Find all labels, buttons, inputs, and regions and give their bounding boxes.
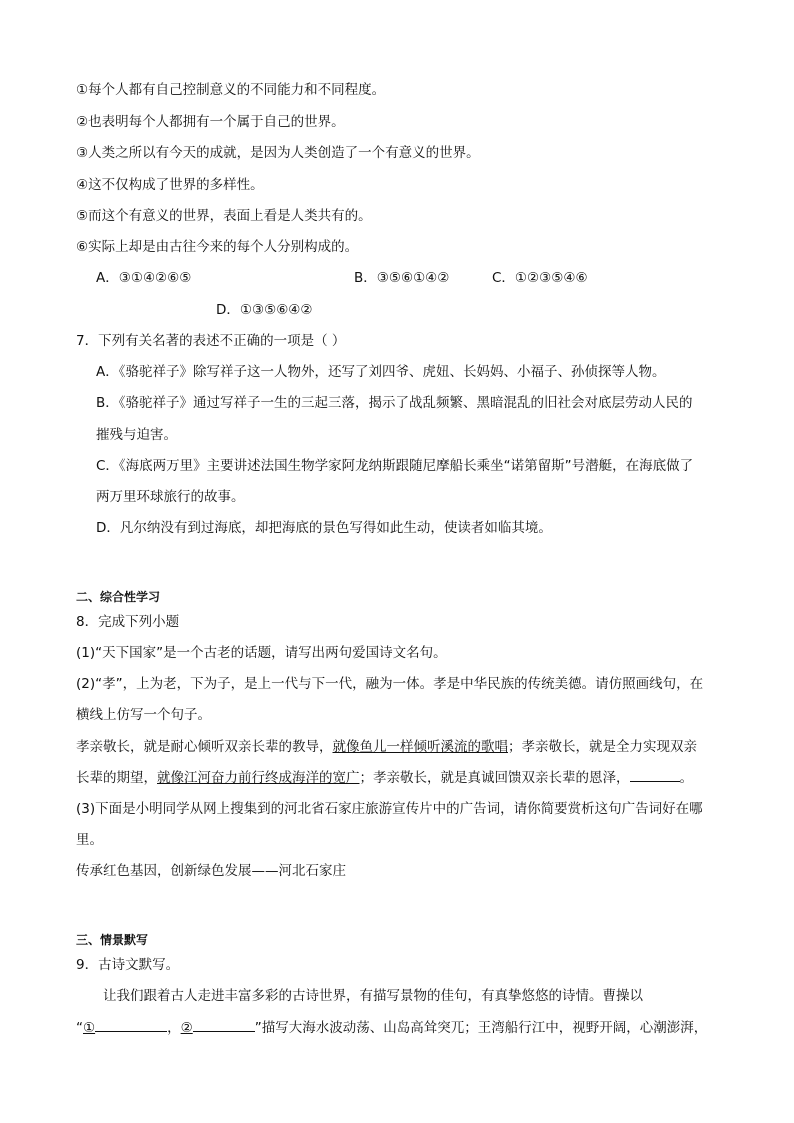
q7-option-c-line1: C．《海底两万里》主要讲述法国生物学家阿龙纳斯跟随尼摩船长乘坐“诺第留斯”号潜艇，在海底做了 bbox=[96, 458, 694, 474]
q7-option-a: A．《骆驼祥子》除写祥子这一人物外，还写了刘四爷、虎妞、长妈妈、小福子、孙侦探等人物。 bbox=[96, 364, 666, 380]
q9-paragraph-line2 bbox=[76, 1018, 707, 1038]
q9-stem: 9．古诗文默写。 bbox=[76, 957, 180, 973]
blank-marker-1: ① bbox=[83, 1020, 96, 1036]
underlined-example: 就像鱼儿一样倾听溪流的歌唱 bbox=[332, 739, 508, 755]
q6-sentence-2: ②也表明每个人都拥有一个属于自己的世界。 bbox=[76, 114, 345, 130]
slogan: 传承红色基因，创新绿色发展——河北石家庄 bbox=[76, 863, 346, 879]
example-text: ；孝亲敬长，就是真诚回馈双亲长辈的恩泽， bbox=[359, 770, 630, 786]
q7-option-b-line2: 摧残与迫害。 bbox=[96, 427, 177, 443]
q6-option-b: B．③⑤⑥①④② bbox=[354, 270, 450, 286]
q8-part-3-line2: 里。 bbox=[76, 832, 103, 848]
q7-stem: 7．下列有关名著的表述不正确的一项是（ ） bbox=[76, 333, 346, 349]
q6-option-c: C．①②③⑤④⑥ bbox=[492, 270, 588, 286]
line-text: ”描写大海水波动荡、山岛高耸突兀；王湾船行江中，视野开阔，心潮澎湃， bbox=[254, 1020, 708, 1036]
example-text: ；孝亲敬长，就是全力实现双亲 bbox=[508, 739, 697, 755]
q6-sentence-6: ⑥实际上却是由古往今来的每个人分别构成的。 bbox=[76, 239, 359, 255]
comma: ， bbox=[167, 1020, 181, 1036]
example-text: 长辈的期望， bbox=[76, 770, 157, 786]
answer-blank-2[interactable] bbox=[193, 1018, 255, 1032]
q8-example-line1 bbox=[76, 737, 697, 757]
quote-mark: “ bbox=[76, 1020, 83, 1036]
answer-blank[interactable] bbox=[630, 768, 680, 782]
q8-part-1: (1)“天下国家”是一个古老的话题，请写出两句爱国诗文名句。 bbox=[76, 645, 447, 661]
answer-blank-1[interactable] bbox=[95, 1018, 167, 1032]
section-3-heading: 三、情景默写 bbox=[76, 933, 149, 947]
blank-marker-2: ② bbox=[180, 1020, 193, 1036]
q8-part-3-line1: (3)下面是小明同学从网上搜集到的河北省石家庄旅游宣传片中的广告词，请你简要赏析这句广告词好在哪 bbox=[76, 801, 703, 817]
q7-option-c-line2: 两万里环球旅行的故事。 bbox=[96, 489, 245, 505]
q6-option-a: A．③①④②⑥⑤ bbox=[96, 270, 192, 286]
q6-sentence-1: ①每个人都有自己控制意义的不同能力和不同程度。 bbox=[76, 82, 386, 98]
q8-example-line2 bbox=[76, 768, 693, 788]
q8-stem: 8．完成下列小题 bbox=[76, 614, 180, 630]
q9-paragraph-line1: 让我们跟着古人走进丰富多彩的古诗世界，有描写景物的佳句，有真挚悠悠的诗情。曹操以 bbox=[103, 988, 643, 1004]
example-text: 。 bbox=[679, 770, 693, 786]
q7-option-d: D．凡尔纳没有到过海底，却把海底的景色写得如此生动，使读者如临其境。 bbox=[96, 520, 552, 536]
q8-part-2-line2: 横线上仿写一个句子。 bbox=[76, 707, 211, 723]
q6-option-d: D．①③⑤⑥④② bbox=[216, 302, 313, 318]
example-text: 孝亲敬长，就是耐心倾听双亲长辈的教导， bbox=[76, 739, 333, 755]
q8-part-2-line1: (2)“孝”，上为老，下为子，是上一代与下一代，融为一体。孝是中华民族的传统美德。请仿照画线句，在 bbox=[76, 676, 704, 692]
q7-option-b-line1: B．《骆驼祥子》通过写祥子一生的三起三落，揭示了战乱频繁、黑暗混乱的旧社会对底层劳动人民的 bbox=[96, 395, 693, 411]
section-2-heading: 二、综合性学习 bbox=[76, 590, 161, 604]
q6-sentence-3: ③人类之所以有今天的成就，是因为人类创造了一个有意义的世界。 bbox=[76, 145, 480, 161]
q6-sentence-4: ④这不仅构成了世界的多样性。 bbox=[76, 177, 264, 193]
underlined-example: 就像江河奋力前行终成海洋的宽广 bbox=[157, 770, 360, 786]
q6-sentence-5: ⑤而这个有意义的世界，表面上看是人类共有的。 bbox=[76, 208, 372, 224]
